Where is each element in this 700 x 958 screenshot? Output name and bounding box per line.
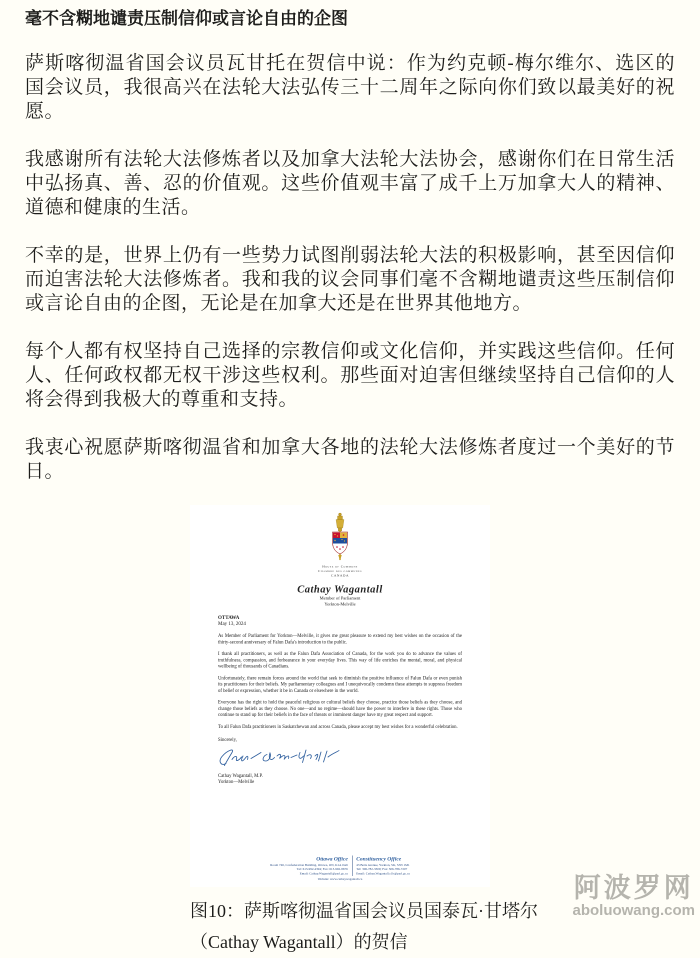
letter-body [218, 633, 462, 736]
letter-date: May 13, 2024 [218, 621, 246, 627]
letter-place: OTTAWA [218, 615, 240, 621]
letter-paragraph: To all Falun Dafa practitioners in Saskatchewan and across Canada, please accept my best wishes for a wonderful celebration. [218, 724, 458, 730]
article-paragraph: 萨斯喀彻温省国会议员瓦甘托在贺信中说：作为约克顿-梅尔维尔、选区的国会议员，我很高兴在法轮大法弘传三十二周年之际向你们致以最美好的祝愿。 [25, 53, 675, 122]
figure-caption-line2: （Cathay Wagantall）的贺信 [190, 932, 408, 952]
watermark-site-name: 阿波罗网 [573, 873, 694, 903]
letter-closing: Sincerely, [218, 737, 237, 743]
article-paragraph: 每个人都有权坚持自己选择的宗教信仰或文化信仰，并实践这些信仰。任何人、任何政权都无权干涉这些权利。那些面对迫害但继续坚持自己信仰的人将会得到我极大的尊重和支持。 [25, 341, 675, 410]
signature-icon [215, 746, 340, 770]
constituency-office-address: 43 Betts Avenue, Yorkton, SK, S3N 1M1 [356, 863, 410, 867]
constituency-office-title: Constituency Office [356, 855, 402, 862]
mp-name-script: Cathay Wagantall [297, 583, 383, 595]
org-name-fr: Chambre des communes [318, 569, 362, 573]
letter-paragraph: As Member of Parliament for Yorkton—Melville, it gives me great pleasure to extend my best wishes on the occasion of the thirty-second anniversary of Falun Dafa's introduction to the public. [218, 633, 462, 645]
ottawa-office-block [266, 855, 352, 876]
letter-footer [218, 855, 462, 882]
ottawa-office-address: Room 746, Confederation Building, Ottawa, ON, K1A 0A6 [270, 863, 348, 867]
mp-title: Member of Parliament [319, 595, 361, 601]
house-of-commons-crest-icon [329, 512, 352, 562]
letter-place-date [218, 615, 475, 627]
article-paragraph: 我衷心祝愿萨斯喀彻温省和加拿大各地的法轮大法修炼者度过一个美好的节日。 [25, 437, 675, 482]
ottawa-office-title: Ottawa Office [316, 855, 348, 862]
ottawa-office-phone: Tel: 613-992-4394; Fax: 613-992-8676 [296, 867, 348, 871]
signer-name: Cathay Wagantall, M.P. [218, 773, 263, 779]
article-paragraph: 不幸的是，世界上仍有一些势力试图削弱法轮大法的积极影响，甚至因信仰而迫害法轮大法修炼者。我和我的议会同事们毫不含糊地谴责这些压制信仰或言论自由的企图，无论是在加拿大还是在世界其他地方。 [25, 245, 675, 314]
office-website: Website: www.cathaywagantall.ca [317, 877, 363, 881]
letter-paragraph: Everyone has the right to hold the peaceful religious or cultural beliefs they choose, practice those beliefs as they choose, and change those beliefs as they choose. No one—and no regime—should have the power to interfere in these rights. Those who continue to stand up for their beliefs in the face of threats or imminent danger have my great respect and support. [218, 700, 462, 718]
org-name-en: House of Commons [322, 564, 358, 569]
signature [215, 746, 475, 773]
constituency-office-email: Email: Cathay.Wagantall.c1b@parl.gc.ca [356, 871, 410, 876]
constituency-office-block [352, 855, 414, 876]
article-heading: 毫不含糊地谴责压制信仰或言论自由的企图 [25, 9, 348, 28]
signer-riding: Yorkton—Melville [218, 779, 255, 785]
org-country: CANADA [331, 573, 349, 578]
constituency-office-phone: Tel: 306-782-3309; Fax: 306-786-7207 [356, 867, 408, 871]
watermark-site-domain: aboluowang.com [572, 902, 695, 919]
letter-image [190, 505, 490, 887]
mp-riding: Yorkton-Melville [324, 601, 356, 607]
letter-paragraph: Unfortunately, there remain forces around the world that seek to diminish the positive influence of Falun Dafa or even punish its practitioners for their beliefs. My parliamentary colleagues and I unequivocally condemn these attempts to suppress freedom of belief or expression, whether it be in Canada or elsewhere in the world. [218, 675, 462, 694]
article-paragraph: 我感谢所有法轮大法修炼者以及加拿大法轮大法协会，感谢你们在日常生活中弘扬真、善、忍的价值观。这些价值观丰富了成千上万加拿大人的精神、道德和健康的生活。 [25, 149, 675, 218]
ottawa-office-email: Email: Cathay.Wagantall@parl.gc.ca [299, 871, 348, 876]
site-watermark [572, 874, 695, 919]
letter-page [190, 505, 490, 887]
figure-caption-line1: 图10：萨斯喀彻温省国会议员国泰瓦·甘塔尔 [190, 901, 538, 921]
letter-paragraph: I thank all practitioners, as well as the Falun Dafa Association of Canada, for the work you do to advance the values of truthfulness, compassion, and forbearance in your everyday lives. This way of life enriches the mental, moral, and physical wellbeing of thousands of Canadians. [218, 651, 462, 669]
letter-letterhead [218, 512, 462, 607]
